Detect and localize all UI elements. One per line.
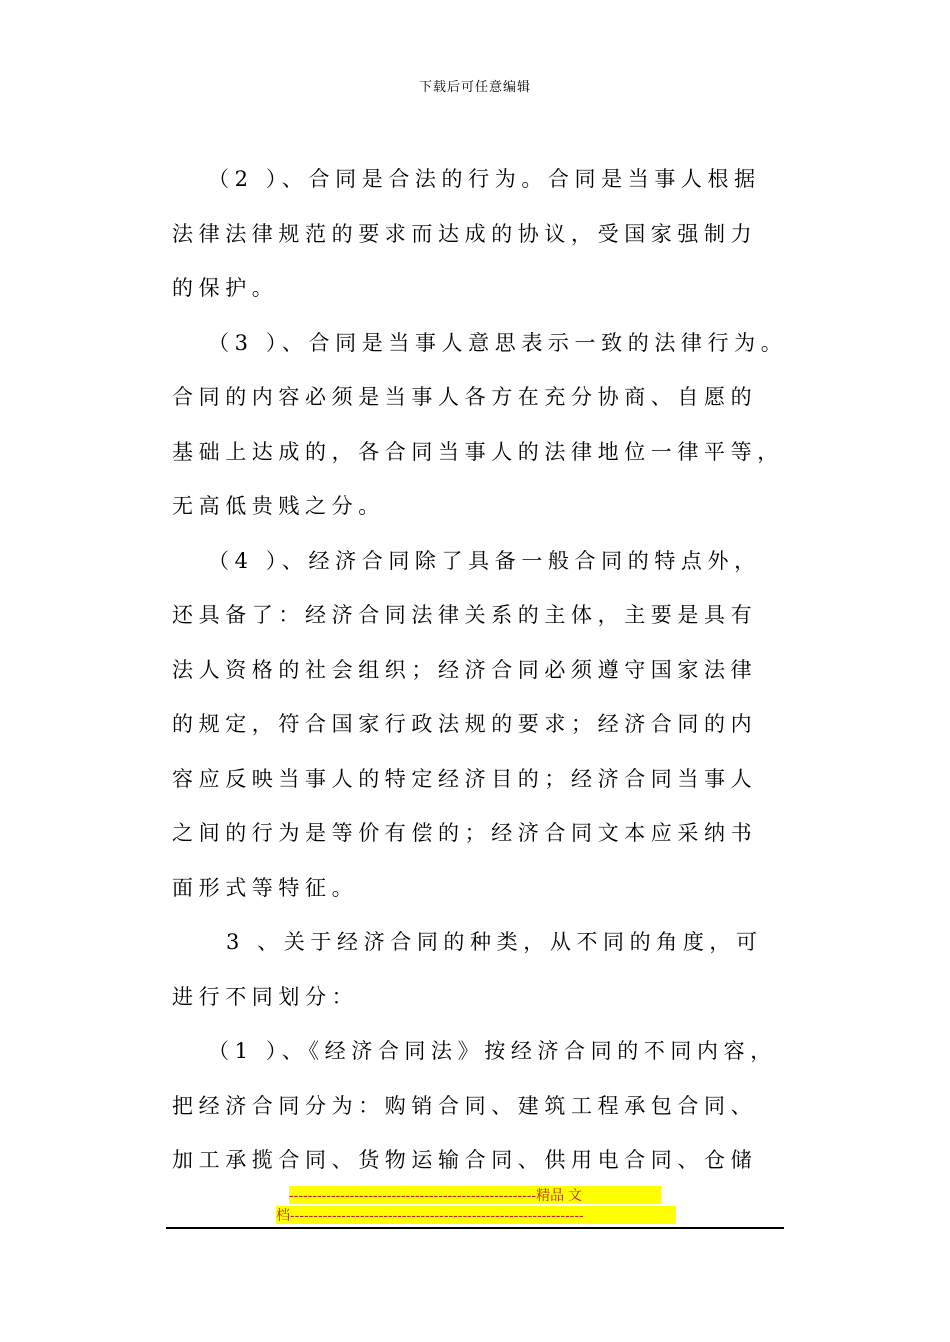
paragraph-line: 无高低贵贱之分。 (172, 494, 385, 518)
paragraph-line: 面形式等特征。 (172, 875, 359, 900)
footer-watermark-line: 档--------------------------------------------------------------- (276, 1206, 676, 1224)
paragraph-line: 容应反映当事人的特定经济目的；经济合同当事人 (172, 766, 758, 791)
paragraph-line: （2 ）、合同是合法的行为。合同是当事人根据 (208, 167, 761, 191)
paragraph-line: （1 ）、《经济合同法》按经济合同的不同内容， (208, 1039, 777, 1063)
paragraph-line: 合同的内容必须是当事人各方在充分协商、自愿的 (172, 385, 758, 409)
footer-divider (166, 1227, 784, 1229)
document-body (172, 162, 790, 1198)
paragraph-line: 把经济合同分为：购销合同、建筑工程承包合同、 (172, 1093, 758, 1118)
paragraph-line: 加工承揽合同、货物运输合同、供用电合同、仓储 (172, 1148, 758, 1172)
paragraph-line: 还具备了：经济合同法律关系的主体，主要是具有 (172, 603, 758, 627)
paragraph-line: 法人资格的社会组织；经济合同必须遵守国家法律 (172, 657, 758, 682)
paragraph-line: 3 、关于经济合同的种类，从不同的角度，可 (226, 930, 763, 954)
paragraph-line: 的规定，符合国家行政法规的要求；经济合同的内 (172, 712, 758, 736)
paragraph-line: 之间的行为是等价有偿的；经济合同文本应采纳书 (172, 821, 758, 845)
page-header: 下载后可任意编辑 (418, 80, 531, 95)
footer-watermark-line: -----------------------------------------------------精品 文 (289, 1186, 661, 1204)
paragraph-line: 进行不同划分： (172, 984, 359, 1009)
paragraph-line: 基础上达成的，各合同当事人的法律地位一律平等， (172, 439, 784, 464)
paragraph-line: 法律法律规范的要求而达成的协议，受国家强制力 (172, 221, 758, 246)
paragraph-line: （3 ）、合同是当事人意思表示一致的法律行为。 (208, 330, 788, 355)
paragraph-line: 的保护。 (172, 276, 279, 300)
paragraph-line: （4 ）、经济合同除了具备一般合同的特点外， (208, 548, 761, 573)
